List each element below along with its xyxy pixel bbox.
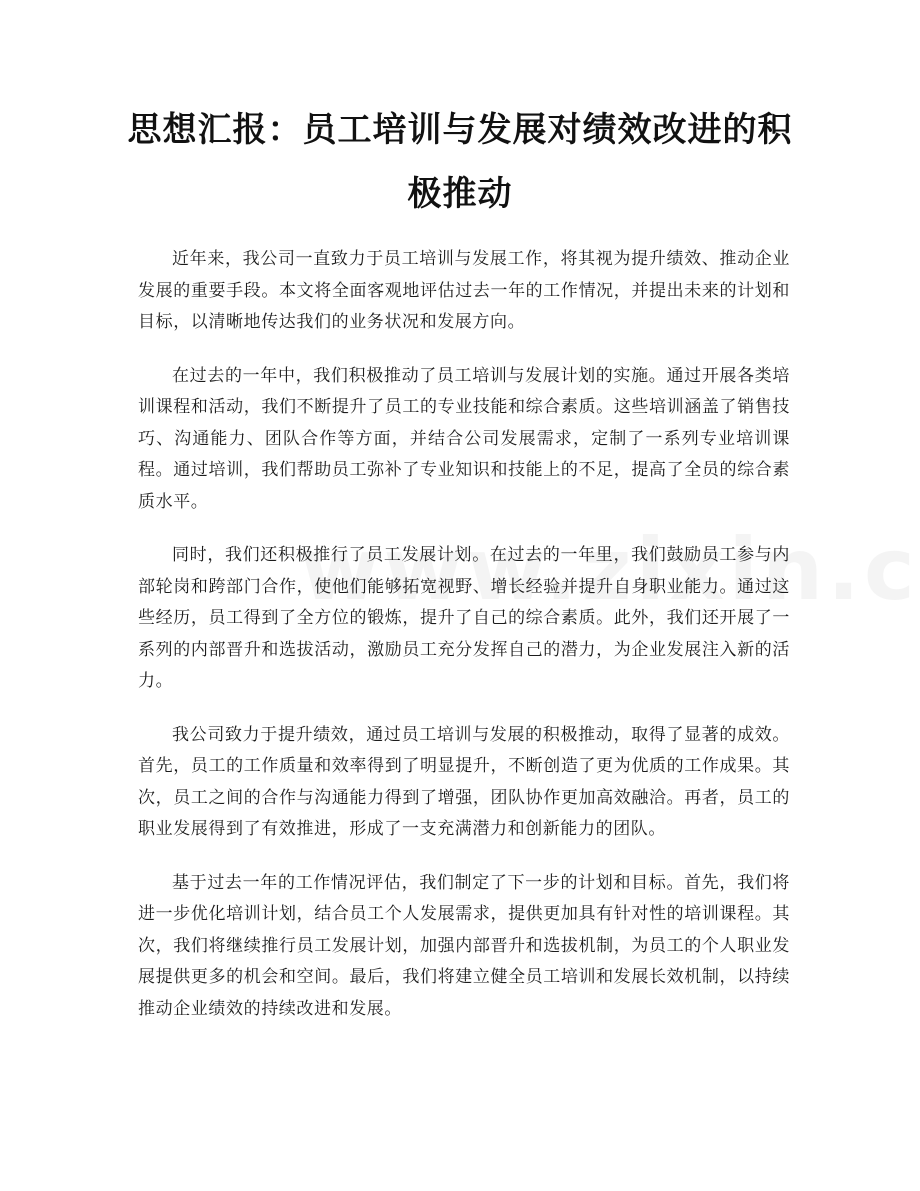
paragraph-training: 在过去的一年中，我们积极推动了员工培训与发展计划的实施。通过开展各类培训课程和活动，我们不断提升了员工的专业技能和综合素质。这些培训涵盖了销售技巧、沟通能力、团队合作等方面，并结合公司发展需求，定制了一系列专业培训课程。通过培训，我们帮助员工弥补了专业知识和技能上的不足，提高了全员的综合素质水平。: [138, 365, 790, 512]
paragraph-results: 我公司致力于提升绩效，通过员工培训与发展的积极推动，取得了显著的成效。首先，员工的工作质量和效率得到了明显提升，不断创造了更为优质的工作成果。其次，员工之间的合作与沟通能力得到了增强，团队协作更加高效融洽。再者，员工的职业发展得到了有效推进，形成了一支充满潜力和创新能力的团队。: [138, 724, 790, 839]
paragraph-intro: 近年来，我公司一直致力于员工培训与发展工作，将其视为提升绩效、推动企业发展的重要手段。本文将全面客观地评估过去一年的工作情况，并提出未来的计划和目标，以清晰地传达我们的业务状况和发展方向。: [138, 249, 790, 332]
paragraph-development: 同时，我们还积极推行了员工发展计划。在过去的一年里，我们鼓励员工参与内部轮岗和跨部门合作，使他们能够拓宽视野、增长经验并提升自身职业能力。通过这些经历，员工得到了全方位的锻炼，提升了自己的综合素质。此外，我们还开展了一系列的内部晋升和选拔活动，激励员工充分发挥自己的潜力，为企业发展注入新的活力。: [138, 545, 790, 691]
document-body: [138, 244, 790, 1047]
document-title: 思想汇报：员工培训与发展对绩效改进的积极推动: [127, 110, 793, 214]
paragraph-plans: 基于过去一年的工作情况评估，我们制定了下一步的计划和目标。首先，我们将进一步优化培训计划，结合员工个人发展需求，提供更加具有针对性的培训课程。其次，我们将继续推行员工发展计划，加强内部晋升和选拔机制，为员工的个人职业发展提供更多的机会和空间。最后，我们将建立健全员工培训和发展长效机制，以持续推动企业绩效的持续改进和发展。: [138, 872, 790, 1019]
